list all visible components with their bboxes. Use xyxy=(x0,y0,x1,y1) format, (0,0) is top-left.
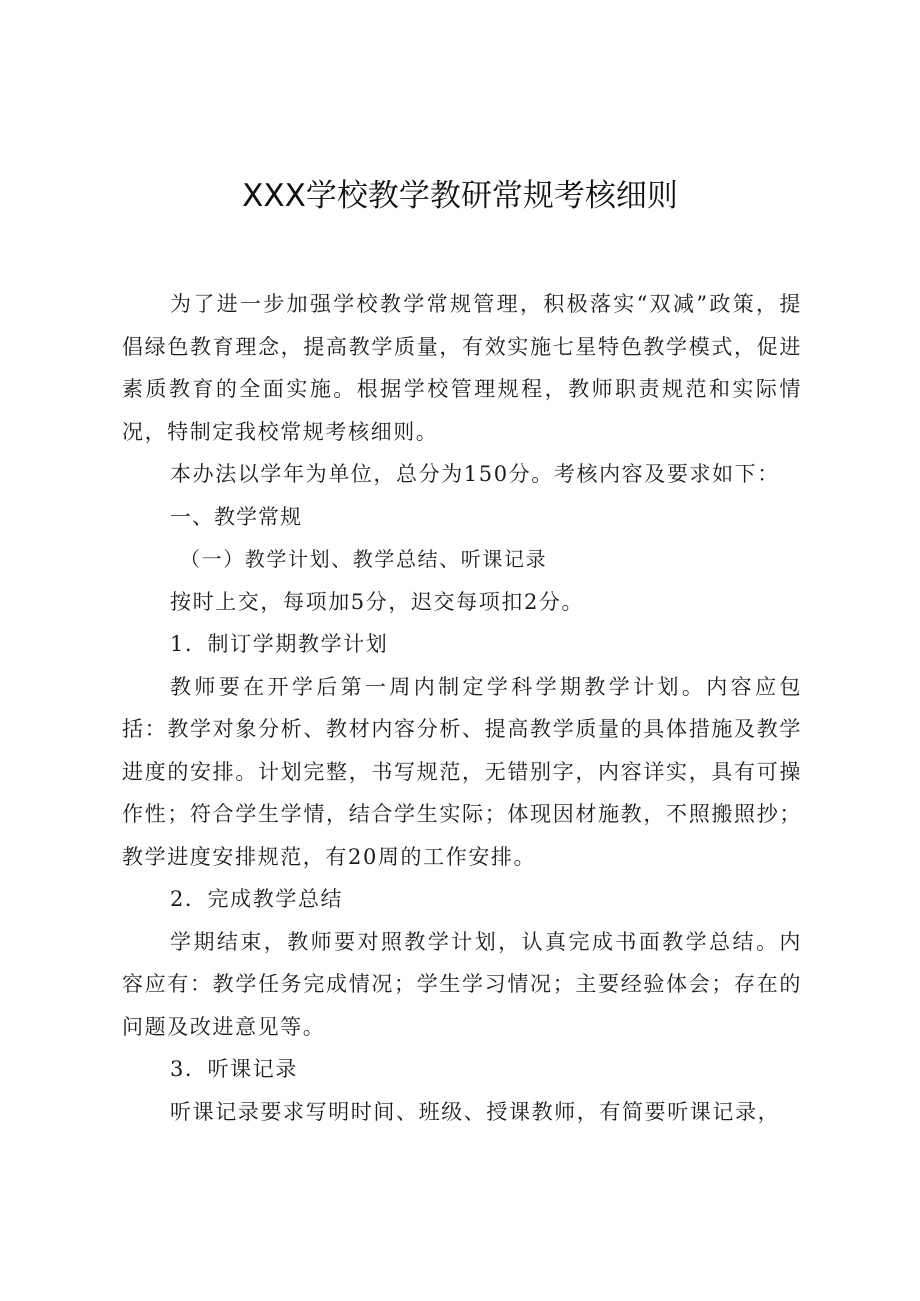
lesson-observation-paragraph: 听课记录要求写明时间、班级、授课教师，有简要听课记录， xyxy=(170,1099,781,1124)
subsection-heading-plans-summaries: （一）教学计划、教学总结、听课记录 xyxy=(180,547,548,571)
document-title: XXX学校教学教研常规考核细则 xyxy=(242,178,678,214)
item-heading-teaching-summary: 2．完成教学总结 xyxy=(170,887,344,911)
item-heading-teaching-plan: 1．制订学期教学计划 xyxy=(170,632,389,656)
teaching-plan-paragraph: 教师要在开学后第一周内制定学科学期教学计划。内容应包括：教学对象分析、教材内容分析、提高教学质量的具体措施及教学进度的安排。计划完整，书写规范，无错别字，内容详实，具有可操作性；符合学生学情，结合学生实际；体现因材施教，不照搬照抄；教学进度安排规范，有20周的工作安排。 xyxy=(122,674,802,869)
scoring-paragraph: 本办法以学年为单位，总分为150分。考核内容及要求如下： xyxy=(170,462,780,486)
intro-paragraph: 为了进一步加强学校教学常规管理，积极落实“双减”政策，提倡绿色教育理念，提高教学质量，有效实施七星特色教学模式，促进素质教育的全面实施。根据学校管理规程，教师职责规范和实际情况，特制定我校常规考核细则。 xyxy=(122,292,802,444)
submission-rule-paragraph: 按时上交，每项加5分，迟交每项扣2分。 xyxy=(170,589,585,614)
section-heading-teaching-routine: 一、教学常规 xyxy=(170,504,302,529)
document-body xyxy=(122,283,802,1133)
item-heading-lesson-observation: 3．听课记录 xyxy=(170,1057,298,1081)
teaching-summary-paragraph: 学期结束，教师要对照教学计划，认真完成书面教学总结。内容应有：教学任务完成情况；学生学习情况；主要经验体会；存在的问题及改进意见等。 xyxy=(122,929,802,1039)
